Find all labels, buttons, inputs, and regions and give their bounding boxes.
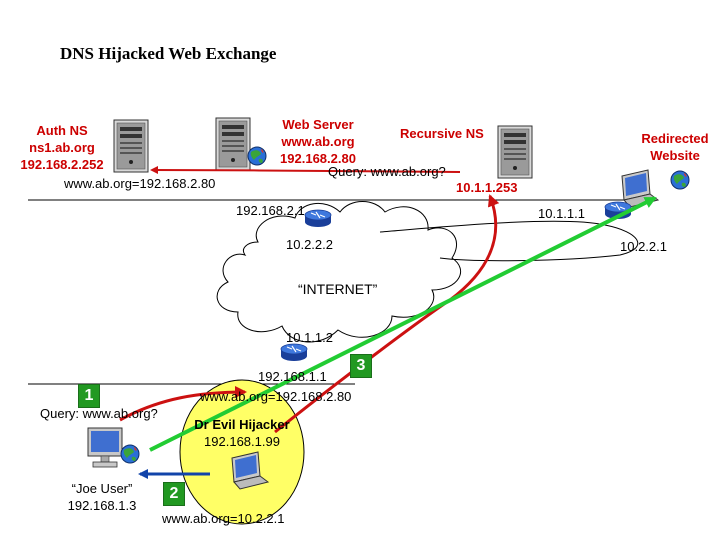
hijacker-name: Dr Evil Hijacker <box>194 417 290 432</box>
joe-user-label <box>52 480 152 514</box>
internet-cloud <box>217 202 638 342</box>
joe-user-name: “Joe User” <box>71 481 133 496</box>
internet-label: “INTERNET” <box>298 281 378 297</box>
router-top-wan-ip: 10.2.2.2 <box>286 237 333 252</box>
web-server-host: www.ab.org <box>281 134 355 149</box>
hijacker-label <box>186 416 298 450</box>
redirected-website-laptop <box>622 170 658 207</box>
router-top-lan-ip: 192.168.2.1 <box>236 203 305 218</box>
step-1-badge: 1 <box>78 384 100 408</box>
recursive-query-text: Query: www.ab.org? <box>328 164 446 179</box>
redirected-website-globe-icon <box>671 171 689 189</box>
step-2-badge: 2 <box>163 482 185 506</box>
joe-user-ip: 192.168.1.3 <box>67 498 137 513</box>
web-server-name: Web Server <box>282 117 354 132</box>
user-query-text: Query: www.ab.org? <box>40 406 158 421</box>
router-bottom-wan-ip: 10.1.1.2 <box>286 330 333 345</box>
web-server-globe-icon <box>248 147 266 165</box>
router-bottom-icon <box>281 344 307 361</box>
recursive-ns-server <box>498 126 532 178</box>
router-bottom-lan-ip: 192.168.1.1 <box>258 369 327 384</box>
step-3-badge: 3 <box>350 354 372 378</box>
auth-ns-host: ns1.ab.org <box>29 140 95 155</box>
recursive-ns-ip: 10.1.1.253 <box>456 180 518 195</box>
auth-ns-name: Auth NS <box>36 123 88 138</box>
router-top-icon <box>305 210 331 227</box>
auth-answer-text: www.ab.org=192.168.2.80 <box>64 176 216 191</box>
auth-ns-label <box>6 122 118 173</box>
web-server <box>216 118 250 170</box>
joe-user-globe-icon <box>121 445 139 463</box>
redirected-website-line2: Website <box>650 148 700 163</box>
fake-answer-text: www.ab.org=10.2.2.1 <box>162 511 285 526</box>
auth-ns-ip: 192.168.2.252 <box>20 157 104 172</box>
diagram-title: DNS Hijacked Web Exchange <box>60 44 277 63</box>
joe-user-computer <box>88 428 122 467</box>
redirected-web-arrow <box>150 198 655 450</box>
auth-ns-server <box>114 120 148 172</box>
web-server-label <box>268 116 368 167</box>
router-right-wan-ip: 10.2.2.1 <box>620 239 667 254</box>
redirected-website-line1: Redirected <box>641 131 709 146</box>
web-server-ip: 192.168.2.80 <box>280 151 356 166</box>
router-right-lan-ip: 10.1.1.1 <box>538 206 585 221</box>
redirected-website-label <box>630 130 720 164</box>
recursive-ns-label: Recursive NS <box>400 126 484 141</box>
hijacker-ip: 192.168.1.99 <box>204 434 280 449</box>
real-answer-text: www.ab.org=192.168.2.80 <box>200 389 352 404</box>
